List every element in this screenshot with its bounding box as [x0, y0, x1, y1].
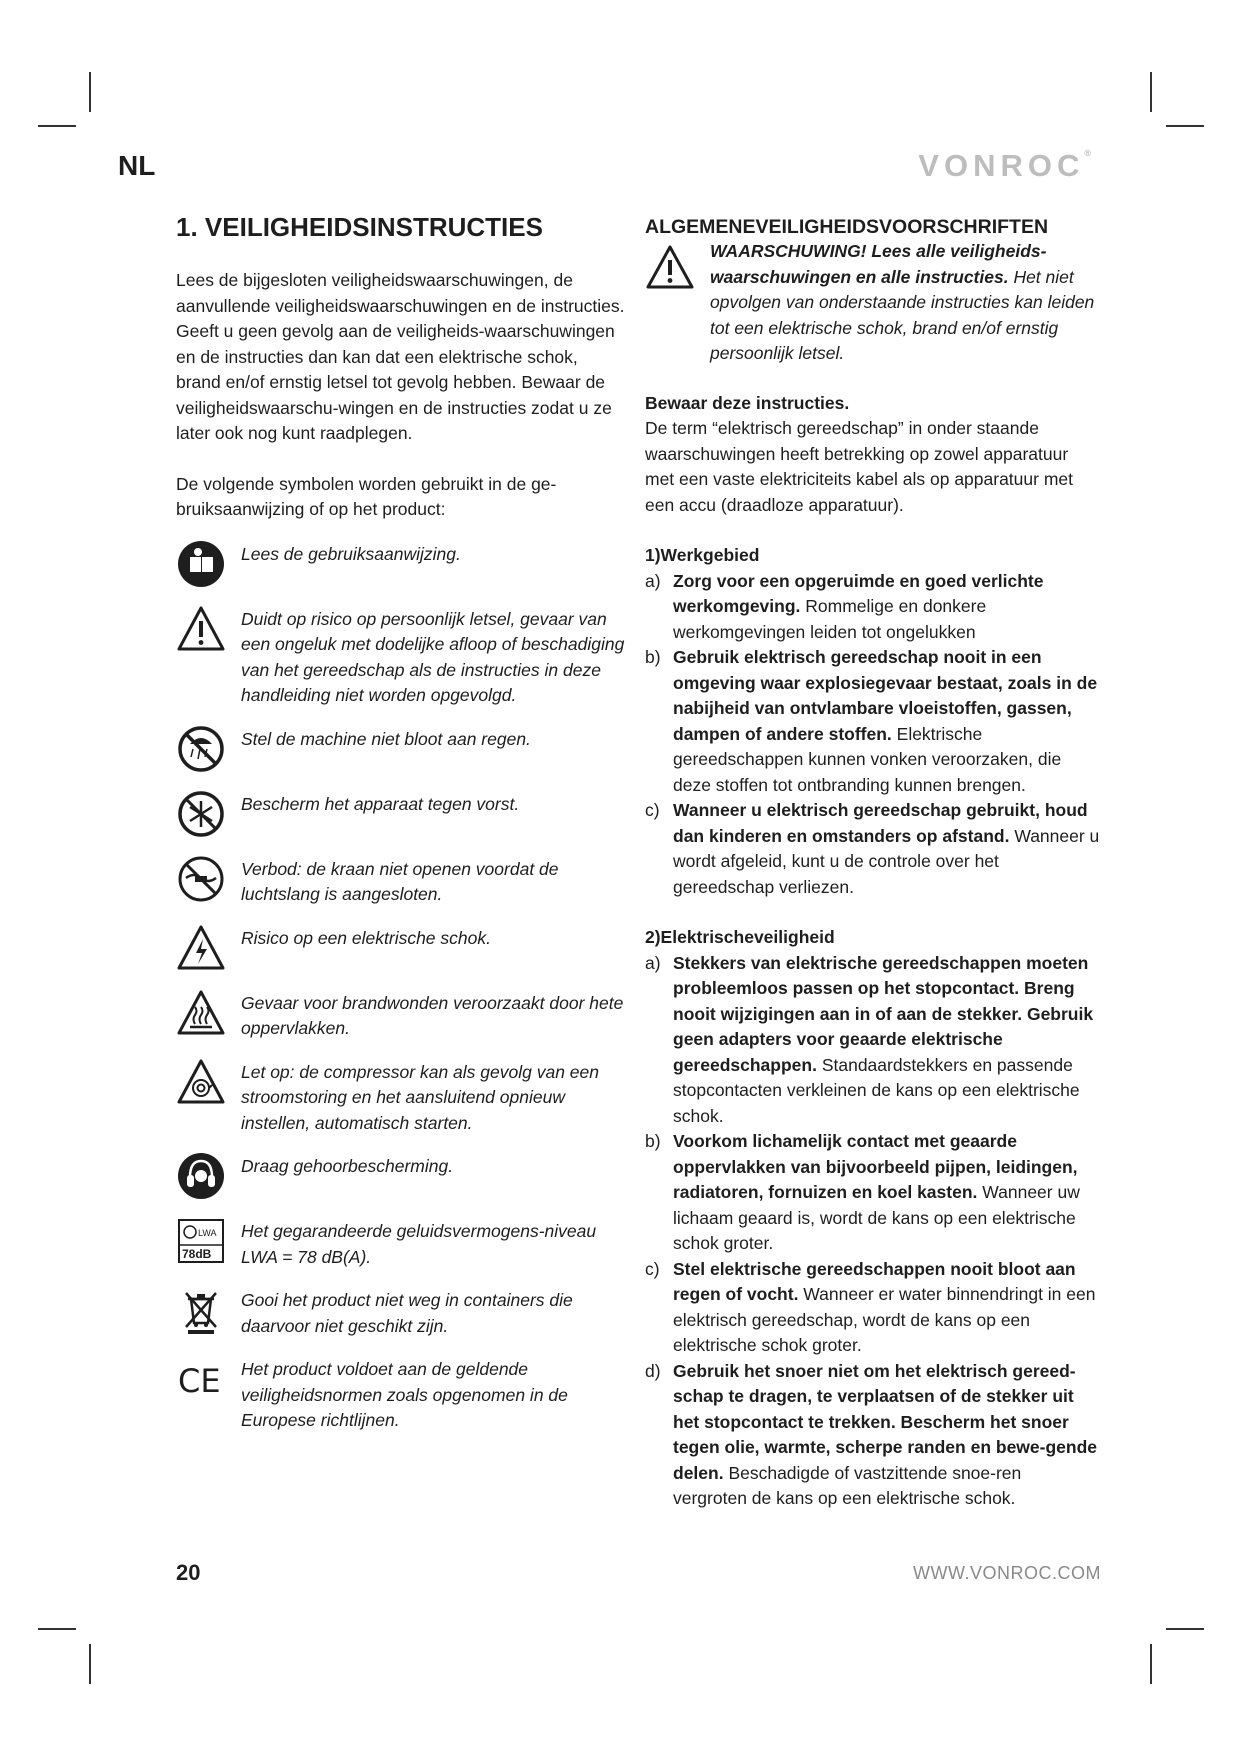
symbol-item: [176, 1357, 626, 1434]
sound-power-icon: [176, 1216, 226, 1266]
frost-icon: [176, 789, 226, 839]
intro-paragraph: Lees de bijgesloten veiligheidswaarschuwingen, de aanvullende veiligheidswaarschuwingen en de instructies. Geeft u geen gevolg aan de veiligheids-waarschuwingen en de instructies dan kan dat een elektrische schok, brand en/of ernstig letsel tot gevolg hebben. Bewaar de veiligheidswaarschu-wingen en de instructies zodat u ze later ook nog kunt raadplegen.: [176, 270, 625, 443]
list-item: b) Gebruik elektrisch gereedschap nooit in een omgeving waar explosiegevaar bestaat, zoals in de nabijheid van ontvlambare vloeistoffen, gassen, dampen of andere stoffen. Elektrische gereedschappen kunnen vonken veroorzaken, die deze stoffen tot ontbranding kunnen brengen.: [645, 647, 1098, 795]
symbol-description: Lees de gebruiksaanwijzing.: [241, 543, 461, 564]
symbol-item: [176, 926, 626, 973]
symbol-description: Gevaar voor brandwonden veroorzaakt door hete oppervlakken.: [241, 992, 624, 1038]
hot-surface-icon: [176, 988, 226, 1038]
symbol-item: [176, 1154, 626, 1201]
right-column: [645, 216, 1100, 1512]
crop-mark: [1166, 1628, 1204, 1630]
list-item: c) Wanneer u elektrisch gereedschap gebruikt, houd dan kinderen en omstanders op afstand. Wanneer u wordt afgeleid, kunt u de controle over het gereedschap verliezen.: [645, 800, 1100, 897]
symbol-description: Gooi het product niet weg in containers die daarvoor niet geschikt zijn.: [241, 1290, 573, 1336]
no-rain-icon: [176, 724, 226, 774]
symbol-description: Stel de machine niet bloot aan regen.: [241, 728, 531, 749]
ce-mark-text: CE: [178, 1362, 221, 1400]
crop-mark: [1166, 125, 1204, 127]
read-manual-icon: [176, 539, 226, 589]
ear-protection-icon: [176, 1151, 226, 1201]
symbol-description: Verbod: de kraan niet openen voordat de luchtslang is aangesloten.: [241, 858, 559, 904]
symbol-item: [176, 792, 626, 839]
general-safety-heading: ALGEMENEVEILIGHEIDSVOORSCHRIFTEN: [645, 216, 1049, 238]
weee-bin-icon: [176, 1285, 226, 1335]
crop-mark: [38, 125, 76, 127]
symbol-item: [176, 1060, 626, 1137]
language-code: NL: [118, 150, 156, 181]
warning-icon: [645, 244, 703, 294]
list-item: a) Zorg voor een opgeruimde en goed verlichte werkomgeving. Rommelige en donkere werkomgevingen leiden tot ongelukken: [645, 570, 1044, 642]
symbol-item: [176, 1288, 626, 1339]
section-electrical-safety: [645, 925, 1100, 1512]
warning-icon: [176, 604, 226, 654]
symbol-description: Risico op een elektrische schok.: [241, 927, 491, 948]
symbol-description: Let op: de compressor kan als gevolg van een stroomstoring en het aansluitend opnieuw instellen, automatisch starten.: [241, 1061, 599, 1133]
keep-instructions: [645, 391, 1100, 519]
symbol-item: [176, 991, 626, 1042]
symbol-item: [176, 607, 626, 709]
symbol-description: Draag gehoorbescherming.: [241, 1156, 454, 1176]
page-number: 20: [176, 1560, 201, 1585]
website-url: WWW.VONROC.COM: [913, 1563, 1101, 1583]
warning-block: [645, 239, 1100, 367]
auto-start-icon: [176, 1057, 226, 1107]
sound-badge-label: LWA: [198, 1228, 217, 1238]
symbol-description: Duidt op risico op persoonlijk letsel, gevaar van een ongeluk met dodelijke afloop of beschadiging van het gereedschap als de instructies in deze handleiding niet worden opgevolgd.: [241, 608, 625, 705]
list-item: a) Stekkers van elektrische gereedschappen moeten probleemloos passen op het stopcontact. Breng nooit wijzigingen aan in of aan de stekker. Gebruik geen adapters voor geaarde elektrische gereedschappen. Standaardstekkers en passende stopcontacten verkleinen de kans op een elektrische schok.: [645, 952, 1094, 1126]
ce-mark-icon: [176, 1354, 226, 1404]
list-item: b) Voorkom lichamelijk contact met geaarde oppervlakken van bijvoorbeeld pijpen, leidingen, radiatoren, fornuizen en koel kasten. Wanneer uw lichaam geaard is, wordt de kans op een elektrische schok groter.: [645, 1131, 1080, 1253]
crop-mark: [1150, 1644, 1152, 1684]
electric-shock-icon: [176, 923, 226, 973]
warning-text: WAARSCHUWING! Lees alle veiligheids-waarschuwingen en alle instructies. Het niet opvolgen van onderstaande instructies kan leiden tot een elektrische schok, brand en/of ernstig persoonlijk letsel.: [710, 241, 1095, 363]
valve-prohibited-icon: [176, 854, 226, 904]
symbol-item: [176, 1219, 626, 1270]
list-item: c) Stel elektrische gereedschappen nooit bloot aan regen of vocht. Wanneer er water binnendringt in een elektrisch gereedschap, wordt de kans op een elektrische schok groter.: [645, 1258, 1096, 1355]
symbol-description: Bescherm het apparaat tegen vorst.: [241, 793, 520, 814]
section-heading: 1)Werkgebied: [645, 545, 760, 565]
symbol-item: [176, 542, 626, 589]
sound-badge-value: 78dB: [182, 1247, 212, 1261]
symbol-description: Het product voldoet aan de geldende veiligheidsnormen zoals opgenomen in de Europese richtlijnen.: [241, 1359, 568, 1430]
left-column: [176, 212, 626, 1452]
crop-mark: [38, 1628, 76, 1630]
symbol-list: [176, 542, 626, 1434]
symbol-description: Het gegarandeerde geluidsvermogens-niveau LWA = 78 dB(A).: [241, 1221, 597, 1267]
symbol-item: [176, 727, 626, 774]
keep-text: De term “elektrisch gereedschap” in onder staande waarschuwingen heeft betrekking op zowel apparatuur met een vaste elektriciteits kabel als op apparatuur met een accu (draadloze apparatuur).: [645, 418, 1073, 515]
list-item: d) Gebruik het snoer niet om het elektrisch gereed-schap te dragen, te verplaatsen of de stekker uit het stopcontact te trekken. Bescherm het snoer tegen olie, warmte, scherpe randen en bewe-gende delen. Beschadigde of vastzittende snoe-ren vergroten de kans op een elektrische schok.: [645, 1360, 1098, 1508]
symbols-intro: De volgende symbolen worden gebruikt in de ge-bruiksaanwijzing of op het product:: [176, 473, 557, 519]
crop-mark: [89, 1644, 91, 1684]
crop-mark: [1150, 72, 1152, 112]
section-title: 1. VEILIGHEIDSINSTRUCTIES: [176, 212, 543, 242]
keep-title: Bewaar deze instructies.: [645, 392, 850, 413]
section-work-area: [645, 543, 1100, 900]
symbol-item: [176, 857, 626, 908]
crop-mark: [89, 72, 91, 112]
brand-logo: VONROC®: [918, 148, 1091, 183]
section-heading: 2)Elektrischeveiligheid: [645, 927, 835, 947]
